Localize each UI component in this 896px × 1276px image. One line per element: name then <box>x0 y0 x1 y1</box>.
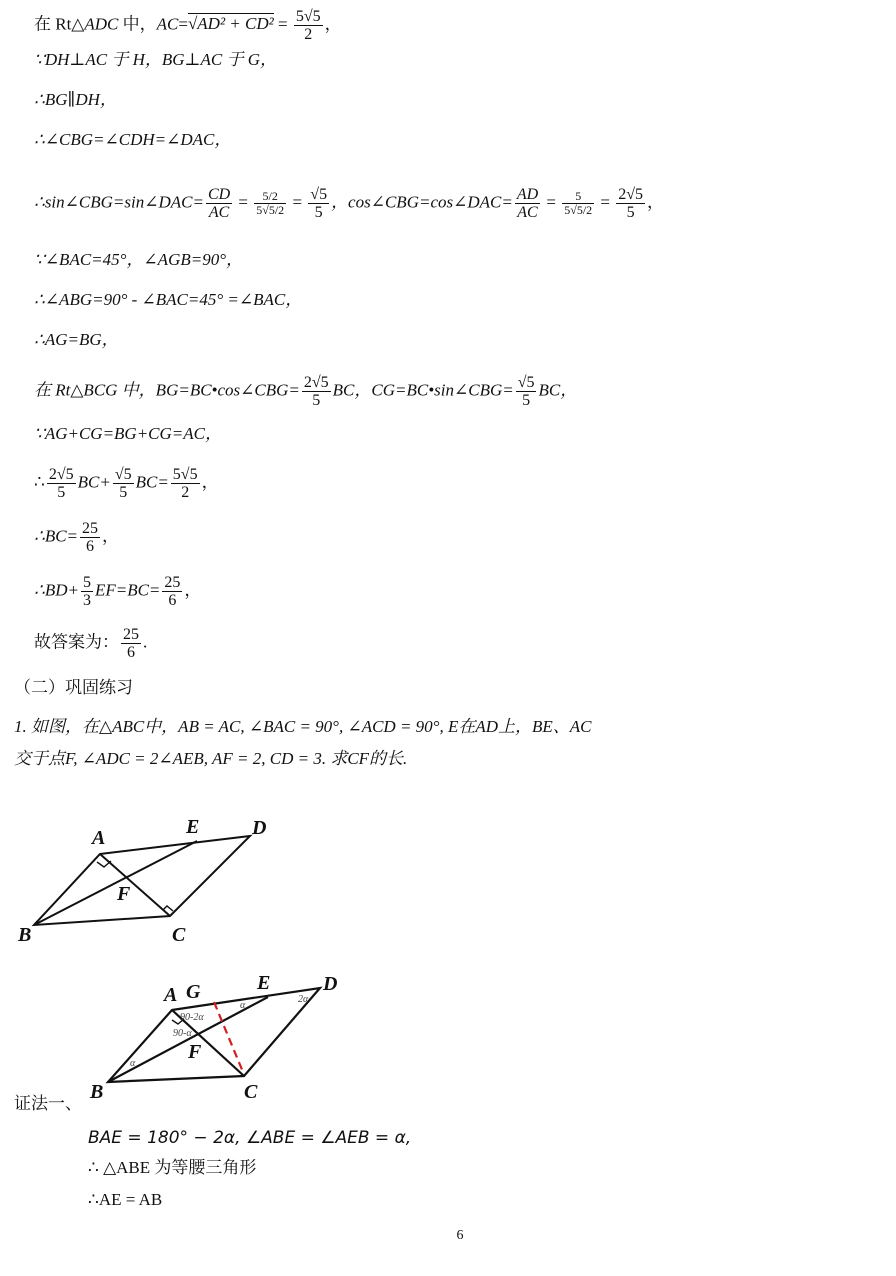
sqrt-expression: √AD² + CD² <box>187 14 274 34</box>
fraction <box>81 574 93 609</box>
fraction-numerator: CD <box>207 186 231 203</box>
fraction <box>254 190 286 217</box>
solution-line-4: ∴∠CBG=∠CDH=∠DAC， <box>34 130 232 149</box>
text: = <box>596 192 615 212</box>
solution-line-7: ∴∠ABG=90° - ∠BAC=45° =∠BAC， <box>34 290 303 309</box>
fraction <box>302 374 331 409</box>
fraction-numerator: √5 <box>114 466 132 483</box>
solution-line-2: ∵DH⊥AC 于 H，BG⊥AC 于 G， <box>34 50 278 69</box>
solution-line-6: ∵∠BAC=45°，∠AGB=90°， <box>34 250 243 269</box>
text: ADC <box>84 14 119 34</box>
fraction-denominator: AC <box>517 204 538 221</box>
text: ， <box>184 580 202 600</box>
solution-line-11 <box>34 466 219 501</box>
label-g: G <box>186 981 201 1003</box>
fraction <box>616 186 645 221</box>
text: ∴ <box>34 472 45 492</box>
text: 中， <box>118 14 157 34</box>
fraction-denominator: 5√5/2 <box>564 203 593 217</box>
fraction-denominator: AC <box>208 204 230 221</box>
fraction <box>121 626 141 661</box>
fraction <box>308 186 329 221</box>
solution-line-13 <box>34 574 201 609</box>
text: ， <box>201 472 219 492</box>
fraction-denominator: 3 <box>82 592 91 609</box>
fraction <box>515 186 540 221</box>
fraction-numerator: √5 <box>310 186 328 203</box>
label-a: A <box>92 827 106 849</box>
fraction-numerator: 5 <box>82 574 91 591</box>
fraction <box>171 466 200 501</box>
fraction-numerator: 25 <box>82 520 99 537</box>
proof-line-3: ∴AE = AB <box>88 1190 163 1209</box>
angle-label: 2α <box>298 994 309 1005</box>
solution-line-1 <box>34 8 342 43</box>
angle-label: α <box>130 1058 136 1069</box>
fraction-denominator: 5 <box>57 484 66 501</box>
right-angle-mark-a <box>97 861 111 867</box>
solution-line-8: ∴AG=BG， <box>34 330 119 349</box>
solution-line-5 <box>34 186 664 221</box>
text: = <box>234 192 253 212</box>
text: = <box>542 192 561 212</box>
fraction-denominator: 5 <box>119 484 128 501</box>
label-e: E <box>186 816 200 838</box>
fraction-denominator: 5 <box>626 204 635 221</box>
text: ， <box>324 14 342 34</box>
text: BC，CG=BC•sin∠CBG= <box>332 380 514 400</box>
solution-line-12 <box>34 520 119 555</box>
problem-line-2: 交于点F, ∠ADC = 2∠AEB, AF = 2, CD = 3. 求CF的长. <box>14 749 408 768</box>
solution-line-9 <box>34 374 577 409</box>
label-b: B <box>18 924 32 946</box>
fraction-numerator: 25 <box>123 626 139 643</box>
text: . <box>143 632 148 652</box>
fraction-denominator: 2 <box>181 484 190 501</box>
fraction-numerator: 5√5 <box>172 466 198 483</box>
text: ，cos∠CBG=cos∠DAC= <box>331 192 513 212</box>
label-f: F <box>117 883 131 905</box>
fraction-numerator: 25 <box>164 574 181 591</box>
label-c: C <box>244 1081 258 1103</box>
fraction <box>113 466 134 501</box>
fraction <box>206 186 232 221</box>
label-b: B <box>90 1081 104 1103</box>
text: = <box>288 192 307 212</box>
text: ∴BD+ <box>34 580 79 600</box>
label-f: F <box>188 1041 202 1063</box>
fraction-denominator: 5 <box>312 392 321 409</box>
fraction-numerator: 2√5 <box>48 466 74 483</box>
page-number: 6 <box>456 1228 464 1243</box>
label-d: D <box>252 817 267 839</box>
fraction-numerator: 5√5 <box>295 8 321 25</box>
label-e: E <box>257 972 271 994</box>
proof-line-1: BAE = 180° − 2α, ∠ABE = ∠AEB = α, <box>88 1128 412 1148</box>
fraction <box>562 190 594 217</box>
text: ∴sin∠CBG=sin∠DAC= <box>34 192 204 212</box>
fraction <box>294 8 323 43</box>
text: = <box>273 14 292 34</box>
problem-line-1: 1. 如图，在△ABC中，AB = AC, ∠BAC = 90°, ∠ACD = 90°, E在AD上，BE、AC <box>14 717 592 736</box>
fraction-denominator: 5√5/2 <box>256 203 285 217</box>
text: BC， <box>538 380 578 400</box>
fraction-denominator: 6 <box>127 644 135 661</box>
text: EF=BC= <box>94 580 161 600</box>
text: ， <box>647 192 665 212</box>
angle-label: 90-2α <box>180 1012 204 1023</box>
fraction-numerator: √5 <box>517 374 535 391</box>
fraction-numerator: AD <box>516 186 539 203</box>
figure-1-diagram <box>0 810 300 950</box>
fraction-numerator: 2√5 <box>618 186 644 203</box>
parallelogram-abdc <box>34 836 250 925</box>
fraction-numerator: 5/2 <box>254 190 286 204</box>
answer-line <box>34 626 147 661</box>
solution-line-3: ∴BG∥DH， <box>34 90 117 109</box>
fraction-denominator: 6 <box>86 538 95 555</box>
text: ∴BC= <box>34 526 79 546</box>
text: 在 Rt△ <box>34 14 85 34</box>
text: AC <box>156 14 179 34</box>
angle-label: 90-α <box>173 1028 192 1039</box>
text: 在 Rt△BCG 中，BG=BC•cos∠CBG= <box>34 380 300 400</box>
fraction-numerator: 2√5 <box>303 374 329 391</box>
figure-2-diagram <box>80 966 360 1106</box>
solution-line-10: ∵AG+CG=BG+CG=AC， <box>34 424 222 443</box>
proof-title: 证法一、 <box>14 1094 82 1113</box>
text: ， <box>102 526 120 546</box>
fraction-denominator: 5 <box>522 392 531 409</box>
angle-label: α <box>240 1000 246 1011</box>
fraction-denominator: 6 <box>168 592 177 609</box>
fraction-denominator: 2 <box>304 26 313 43</box>
fraction <box>162 574 182 609</box>
label-a: A <box>164 984 178 1006</box>
label-d: D <box>323 973 338 995</box>
fraction <box>80 520 100 555</box>
fraction <box>516 374 537 409</box>
text: = <box>178 14 188 34</box>
text: BC+ <box>77 472 111 492</box>
section-title: （二）巩固练习 <box>14 678 133 697</box>
text: 故答案为： <box>34 632 119 652</box>
proof-line-2: ∴ △ABE 为等腰三角形 <box>88 1158 257 1177</box>
fraction-denominator: 5 <box>314 204 323 221</box>
label-c: C <box>172 924 186 946</box>
text: BC= <box>135 472 169 492</box>
fraction-numerator: 5 <box>562 190 594 204</box>
fraction <box>47 466 76 501</box>
